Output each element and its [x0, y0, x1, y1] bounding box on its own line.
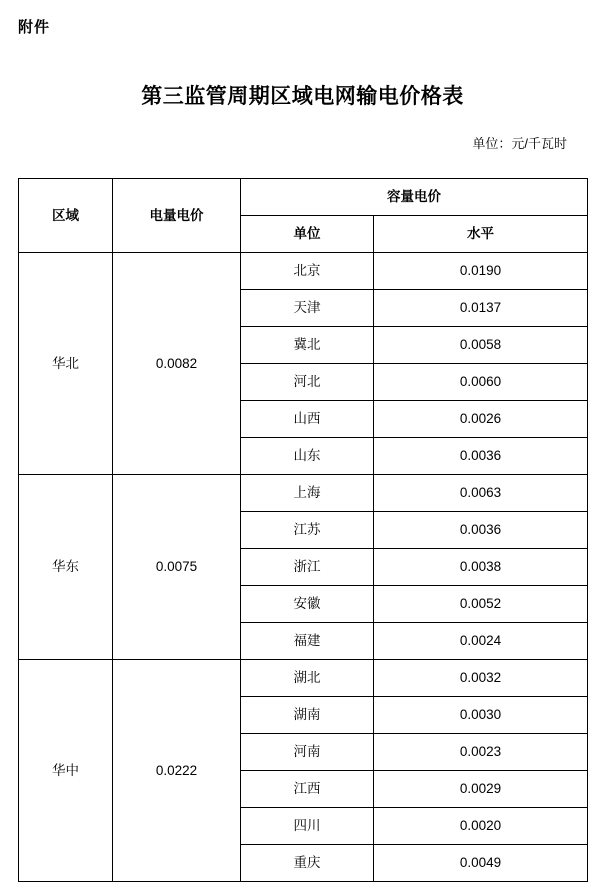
energy-price-cell: 0.0082: [113, 253, 241, 475]
level-cell: 0.0030: [374, 697, 588, 734]
attachment-label: 附件: [18, 19, 51, 36]
table-row: [19, 253, 588, 290]
level-cell: 0.0190: [374, 253, 588, 290]
level-cell: 0.0038: [374, 549, 588, 586]
level-cell: 0.0029: [374, 771, 588, 808]
level-cell: 0.0023: [374, 734, 588, 771]
column-header-capacity-level: 水平: [374, 216, 588, 253]
level-cell: 0.0024: [374, 623, 588, 660]
unit-cell: 江苏: [241, 512, 374, 549]
level-cell: 0.0058: [374, 327, 588, 364]
column-header-energy-price: 电量电价: [113, 179, 241, 253]
level-cell: 0.0032: [374, 660, 588, 697]
table-header: [19, 179, 588, 253]
unit-cell: 浙江: [241, 549, 374, 586]
level-cell: 0.0052: [374, 586, 588, 623]
unit-cell: 湖南: [241, 697, 374, 734]
energy-price-cell: 0.0075: [113, 475, 241, 660]
unit-cell: 河南: [241, 734, 374, 771]
unit-cell: 福建: [241, 623, 374, 660]
level-cell: 0.0137: [374, 290, 588, 327]
unit-cell: 冀北: [241, 327, 374, 364]
level-cell: 0.0036: [374, 438, 588, 475]
unit-cell: 湖北: [241, 660, 374, 697]
unit-cell: 山西: [241, 401, 374, 438]
price-table-container: [18, 178, 587, 882]
unit-cell: 上海: [241, 475, 374, 512]
table-row: [19, 660, 588, 697]
level-cell: 0.0036: [374, 512, 588, 549]
table-row: [19, 475, 588, 512]
level-cell: 0.0026: [374, 401, 588, 438]
region-cell: 华东: [19, 475, 113, 660]
level-cell: 0.0020: [374, 808, 588, 845]
level-cell: 0.0049: [374, 845, 588, 882]
energy-price-cell: 0.0222: [113, 660, 241, 882]
table-header-row-1: [19, 179, 588, 216]
region-cell: 华北: [19, 253, 113, 475]
unit-cell: 河北: [241, 364, 374, 401]
unit-cell: 安徽: [241, 586, 374, 623]
unit-note: 单位：元/千瓦时: [472, 136, 567, 151]
unit-cell: 重庆: [241, 845, 374, 882]
unit-cell: 江西: [241, 771, 374, 808]
region-cell: 华中: [19, 660, 113, 882]
column-header-region: 区域: [19, 179, 113, 253]
level-cell: 0.0060: [374, 364, 588, 401]
unit-cell: 北京: [241, 253, 374, 290]
page-title: 第三监管周期区域电网输电价格表: [141, 85, 464, 108]
unit-cell: 天津: [241, 290, 374, 327]
transmission-price-table: [18, 178, 588, 882]
column-header-capacity-price: 容量电价: [241, 179, 588, 216]
column-header-capacity-unit: 单位: [241, 216, 374, 253]
table-body: [19, 253, 588, 882]
unit-cell: 四川: [241, 808, 374, 845]
level-cell: 0.0063: [374, 475, 588, 512]
unit-cell: 山东: [241, 438, 374, 475]
